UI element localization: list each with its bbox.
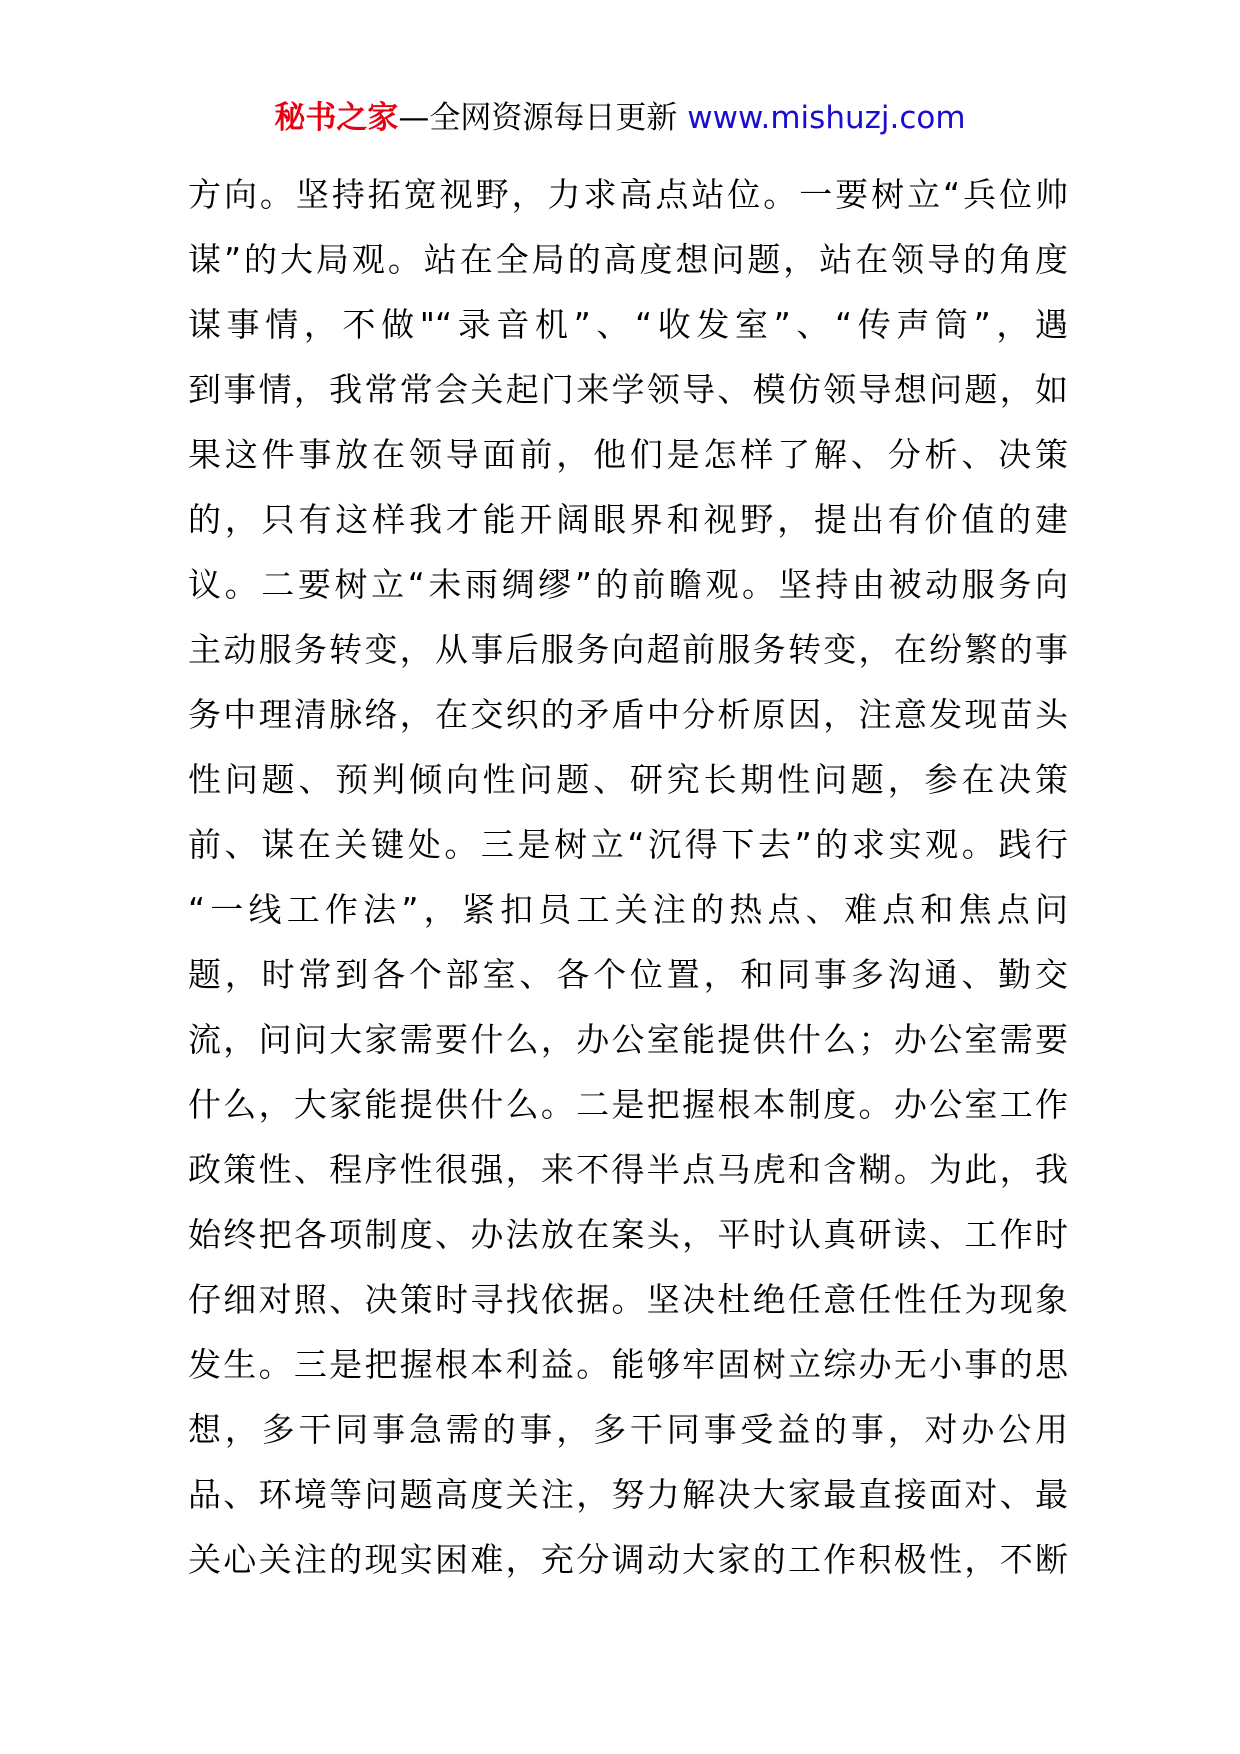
header-tagline: —全网资源每日更新 — [398, 100, 678, 136]
text-line: 政策性、程序性很强，来不得半点马虎和含糊。为此，我 — [188, 1150, 1068, 1189]
text-line: 品、环境等问题高度关注，努力解决大家最直接面对、最 — [188, 1475, 1068, 1514]
text-line: 性问题、预判倾向性问题、研究长期性问题，参在决策 — [188, 760, 1068, 799]
text-line: 始终把各项制度、办法放在案头，平时认真研读、工作时 — [188, 1215, 1068, 1254]
brand-name: 秘书之家 — [274, 100, 399, 136]
text-line: 果这件事放在领导面前，他们是怎样了解、分析、决策 — [188, 435, 1068, 474]
text-line: 议。二要树立“未雨绸缪”的前瞻观。坚持由被动服务向 — [188, 565, 1068, 604]
text-line: 到事情，我常常会关起门来学领导、模仿领导想问题，如 — [188, 370, 1068, 409]
text-line: 方向。坚持拓宽视野，力求高点站位。一要树立“兵位帅 — [188, 175, 1068, 214]
text-line: 仔细对照、决策时寻找依据。坚决杜绝任意任性任为现象 — [188, 1280, 1068, 1319]
text-line: 关心关注的现实困难，充分调动大家的工作积极性，不断 — [188, 1540, 1068, 1579]
text-line: 发生。三是把握根本利益。能够牢固树立综办无小事的思 — [188, 1345, 1068, 1384]
text-line: 主动服务转变，从事后服务向超前服务转变，在纷繁的事 — [188, 630, 1068, 669]
text-line: 想，多干同事急需的事，多干同事受益的事，对办公用 — [188, 1410, 1068, 1449]
text-line: 谋”的大局观。站在全局的高度想问题，站在领导的角度 — [188, 240, 1068, 279]
text-line: 务中理清脉络，在交织的矛盾中分析原因，注意发现苗头 — [188, 695, 1068, 734]
text-line: 题，时常到各个部室、各个位置，和同事多沟通、勤交 — [188, 955, 1068, 994]
document-body — [188, 162, 1068, 1592]
site-url-link[interactable]: www.mishuzj.com — [687, 100, 966, 136]
text-line: 前、谋在关键处。三是树立“沉得下去”的求实观。践行 — [188, 825, 1068, 864]
text-line: “一线工作法”，紧扣员工关注的热点、难点和焦点问 — [188, 890, 1068, 929]
text-line: 谋事情，不做"“录音机”、“收发室”、“传声筒”，遇 — [188, 305, 1068, 344]
text-line: 流，问问大家需要什么，办公室能提供什么；办公室需要 — [188, 1020, 1068, 1059]
text-line: 什么，大家能提供什么。二是把握根本制度。办公室工作 — [188, 1085, 1068, 1124]
page-header — [0, 96, 1240, 140]
text-line: 的，只有这样我才能开阔眼界和视野，提出有价值的建 — [188, 500, 1068, 539]
